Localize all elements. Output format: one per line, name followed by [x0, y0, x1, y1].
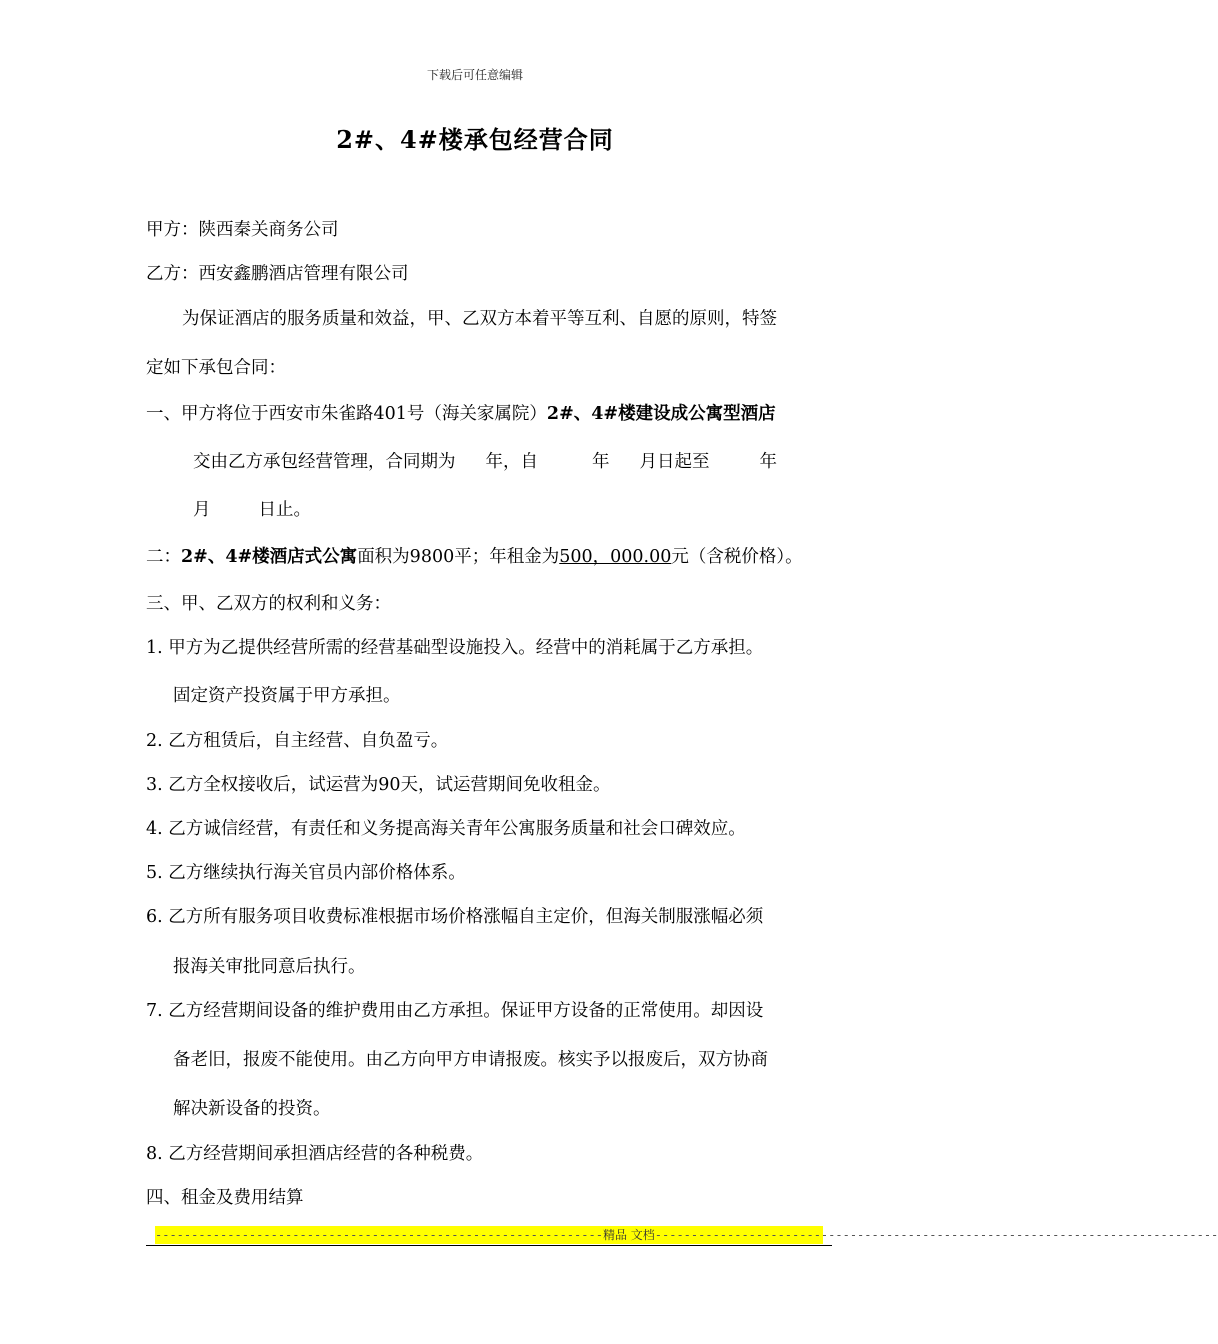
clause-1-term-label: 交由乙方承包经营管理，合同期为	[193, 452, 456, 472]
clause-4-title: 四、租金及费用结算	[146, 1188, 304, 1208]
item-5: 5. 乙方继续执行海关官员内部价格体系。	[146, 863, 466, 883]
footer-banner	[155, 1226, 1218, 1244]
clause-1-year-from: 年，自	[485, 452, 538, 472]
clause-3-title: 三、甲、乙双方的权利和义务：	[146, 594, 391, 614]
clause-1-year: 年	[592, 452, 610, 472]
clause-2-mid: 面积为9800平；年租金为	[357, 547, 560, 567]
clause-1-year-end: 年	[759, 452, 777, 472]
item-8: 8. 乙方经营期间承担酒店经营的各种税费。	[146, 1144, 484, 1164]
clause-2	[146, 545, 803, 569]
footer-left-dashes: --------------------------------------------------------------	[155, 1228, 603, 1242]
clause-1-line-3	[193, 498, 311, 522]
item-7-line-3: 解决新设备的投资。	[173, 1099, 331, 1119]
footer-rule	[146, 1245, 832, 1246]
item-2: 2. 乙方租赁后，自主经营、自负盈亏。	[146, 731, 449, 751]
document-title: 2#、4#楼承包经营合同	[336, 125, 614, 154]
footer-right-dashes: ------------------------------------------------------------------------------	[654, 1228, 1218, 1242]
clause-1-day-end: 日止。	[258, 500, 311, 520]
item-6-line-1: 6. 乙方所有服务项目收费标准根据市场价格涨幅自主定价，但海关制服涨幅必须	[146, 907, 764, 927]
party-b: 乙方：西安鑫鹏酒店管理有限公司	[146, 264, 409, 284]
clause-2-prefix: 二：	[146, 547, 181, 567]
item-6-line-2: 报海关审批同意后执行。	[173, 957, 366, 977]
clause-2-amount: 500，000.00	[559, 547, 672, 567]
item-7-line-1: 7. 乙方经营期间设备的维护费用由乙方承担。保证甲方设备的正常使用。却因设	[146, 1001, 764, 1021]
item-1-line-1: 1. 甲方为乙提供经营所需的经营基础型设施投入。经营中的消耗属于乙方承担。	[146, 638, 764, 658]
intro-line-1: 为保证酒店的服务质量和效益，甲、乙双方本着平等互利、自愿的原则，特签	[182, 309, 777, 329]
clause-1-month-day-to: 月日起至	[639, 452, 710, 472]
clause-1-month: 月	[193, 500, 211, 520]
footer-label: 精品 文档	[602, 1228, 655, 1242]
item-7-line-2: 备老旧，报废不能使用。由乙方向甲方申请报废。核实予以报废后，双方协商	[173, 1050, 768, 1070]
clause-1-bold: 2#、4#楼建设成公寓型酒店	[546, 404, 776, 424]
clause-2-suffix: 元（含税价格）。	[671, 547, 803, 567]
intro-line-2: 定如下承包合同：	[146, 358, 286, 378]
item-4: 4. 乙方诚信经营，有责任和义务提高海关青年公寓服务质量和社会口碑效应。	[146, 819, 746, 839]
party-a: 甲方：陕西秦关商务公司	[146, 220, 339, 240]
clause-1-prefix: 一、甲方将位于西安市朱雀路401号（海关家属院）	[146, 404, 547, 424]
clause-1-line-1	[146, 402, 776, 426]
clause-2-bold: 2#、4#楼酒店式公寓	[181, 547, 358, 567]
clause-1-line-2	[193, 450, 777, 474]
header-note: 下载后可任意编辑	[426, 68, 523, 82]
item-3: 3. 乙方全权接收后，试运营为90天，试运营期间免收租金。	[146, 775, 611, 795]
item-1-line-2: 固定资产投资属于甲方承担。	[173, 686, 401, 706]
